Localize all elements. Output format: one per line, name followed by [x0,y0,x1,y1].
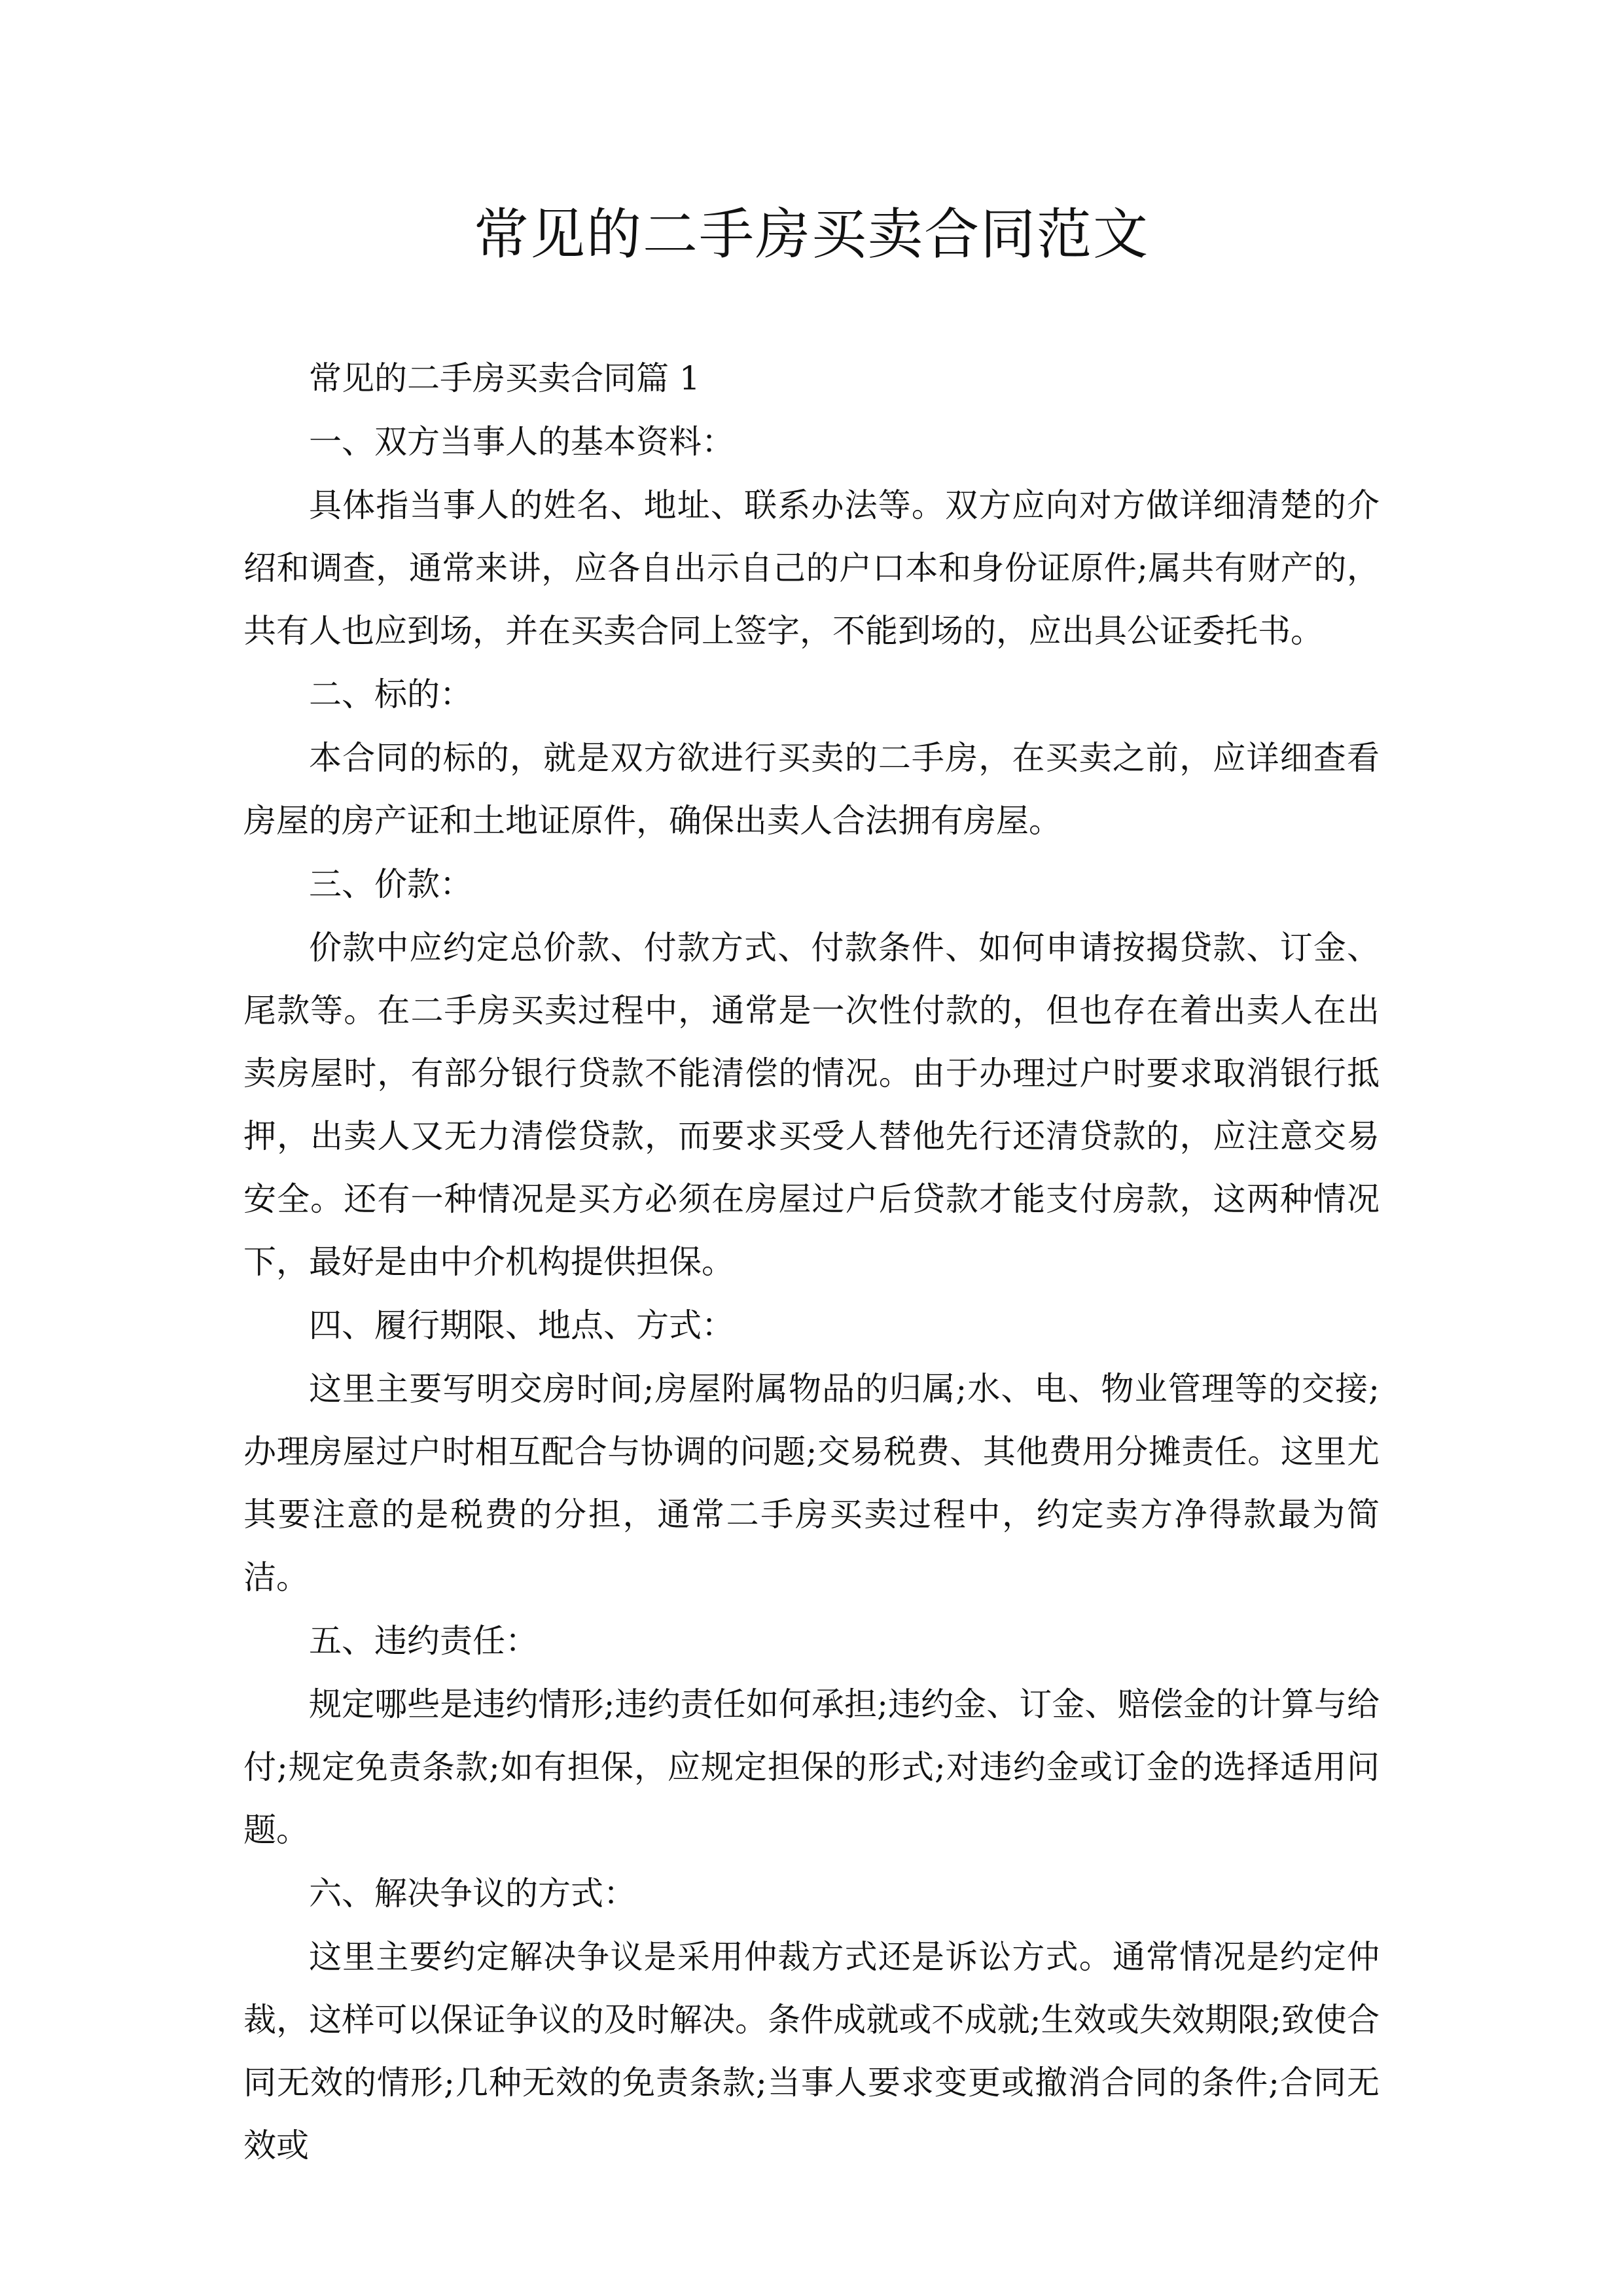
clause-paragraph: 具体指当事人的姓名、地址、联系办法等。双方应向对方做详细清楚的介绍和调查，通常来讲，应各自出示自己的户口本和身份证原件;属共有财产的，共有人也应到场，并在买卖合同上签字，不能到场的，应出具公证委托书。 [243,486,1380,650]
clause-paragraph: 价款中应约定总价款、付款方式、付款条件、如何申请按揭贷款、订金、尾款等。在二手房买卖过程中，通常是一次性付款的，但也存在着出卖人在出卖房屋时，有部分银行贷款不能清偿的情况。由于办理过户时要求取消银行抵押，出卖人又无力清偿贷款，而要求买受人替他先行还清贷款的，应注意交易安全。还有一种情况是买方必须在房屋过户后贷款才能支付房款，这两种情况下，最好是由中介机构提供担保。 [243,929,1380,1281]
clause-heading: 三、价款： [309,865,473,903]
document-body [243,347,1380,2178]
clause-paragraph: 本合同的标的，就是双方欲进行买卖的二手房，在买卖之前，应详细查看房屋的房产证和土地证原件，确保出卖人合法拥有房屋。 [243,739,1380,840]
document-title: 常见的二手房买卖合同范文 [473,202,1149,266]
clause-heading: 一、双方当事人的基本资料： [309,423,734,461]
clause-paragraph: 规定哪些是违约情形;违约责任如何承担;违约金、订金、赔偿金的计算与给付;规定免责条款;如有担保，应规定担保的形式;对违约金或订金的选择适用问题。 [243,1685,1380,1849]
clause-heading: 六、解决争议的方式： [309,1874,636,1912]
clause-heading: 二、标的： [309,675,473,713]
section-heading: 常见的二手房买卖合同篇 1 [309,359,700,397]
clause-paragraph: 这里主要约定解决争议是采用仲裁方式还是诉讼方式。通常情况是约定仲裁，这样可以保证争议的及时解决。条件成就或不成就;生效或失效期限;致使合同无效的情形;几种无效的免责条款;当事人要求变更或撤消合同的条件;合同无效或 [243,1938,1380,2164]
clause-heading: 四、履行期限、地点、方式： [309,1306,734,1344]
clause-heading: 五、违约责任： [309,1622,538,1660]
clause-paragraph: 这里主要写明交房时间;房屋附属物品的归属;水、电、物业管理等的交接;办理房屋过户时相互配合与协调的问题;交易税费、其他费用分摊责任。这里尤其要注意的是税费的分担，通常二手房买卖过程中，约定卖方净得款最为简洁。 [243,1370,1380,1596]
